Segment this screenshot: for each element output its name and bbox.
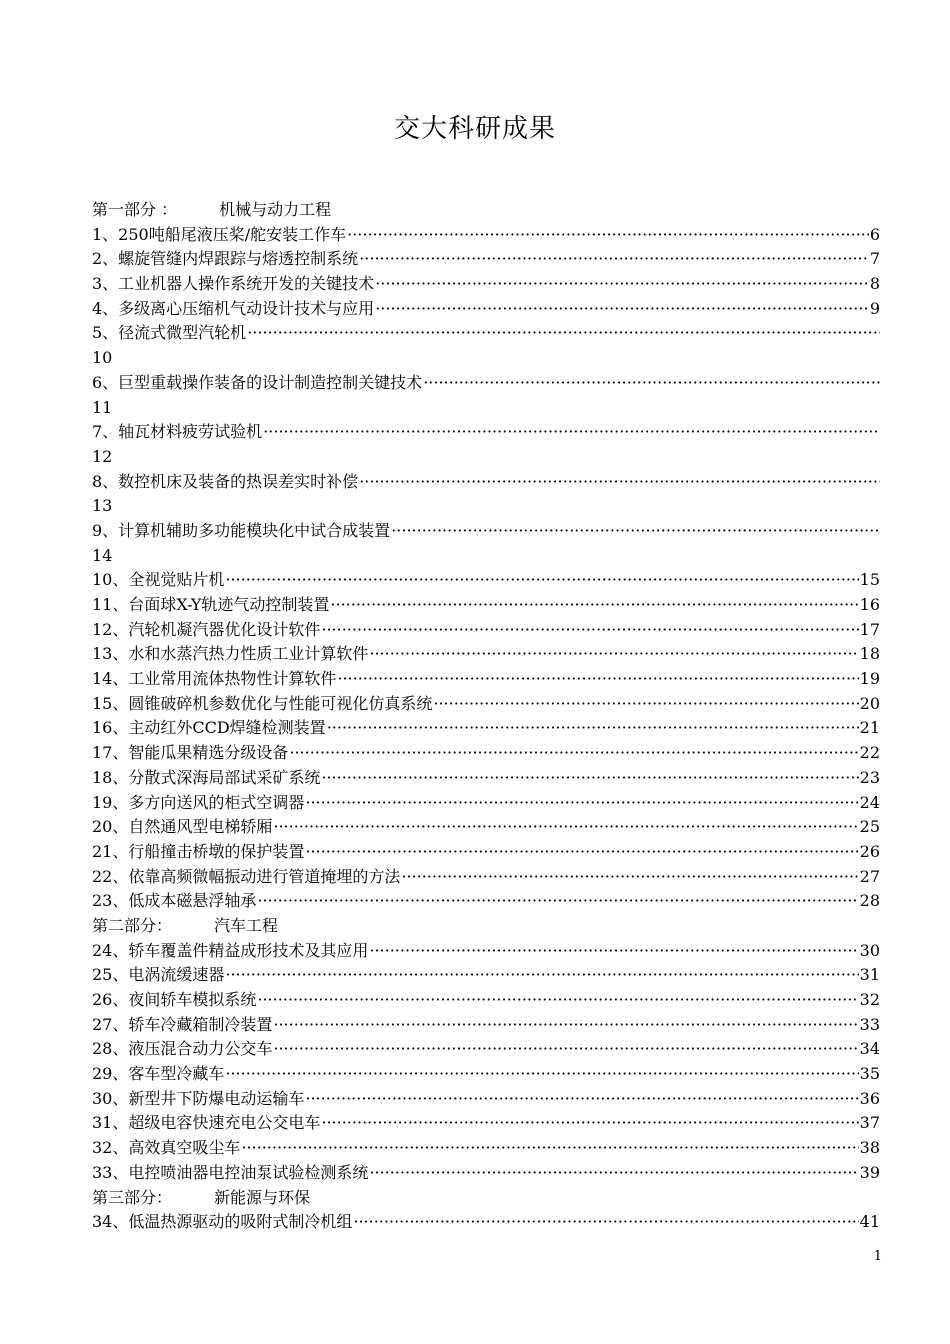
toc-entry-title: 21、行船撞击桥墩的保护装置 [92, 841, 305, 861]
toc-entry-page: 31 [859, 965, 880, 985]
toc-entry-page: 33 [859, 1014, 880, 1034]
toc-entry-page: 6 [869, 224, 880, 244]
toc-entry[interactable] [92, 692, 880, 717]
section-name: 机械与动力工程 [219, 200, 332, 219]
toc-entry-title: 28、液压混合动力公交车 [92, 1039, 273, 1059]
toc-entry[interactable] [92, 1210, 880, 1235]
toc-entry[interactable] [92, 1161, 880, 1186]
toc-section-heading [92, 198, 880, 223]
toc-leader-dots [273, 1037, 858, 1062]
toc-entry-title: 16、主动红外CCD焊缝检测装置 [92, 718, 326, 738]
toc-entry[interactable] [92, 988, 880, 1013]
toc-entry-title: 22、依靠高频微幅振动进行管道掩埋的方法 [92, 866, 401, 886]
toc-entry-title: 20、自然通风型电梯轿厢 [92, 817, 273, 837]
toc-entry-page: 34 [859, 1039, 880, 1059]
toc-leader-dots [369, 642, 858, 667]
toc-entry-title: 33、电控喷油器电控油泵试验检测系统 [92, 1162, 369, 1182]
toc-entry-page: 10 [92, 348, 113, 368]
toc-entry-title: 5、径流式微型汽轮机 [92, 323, 247, 343]
toc-entry-title: 11、台面球X-Y轨迹气动控制装置 [92, 595, 330, 614]
toc-leader-dots [305, 840, 858, 865]
toc-entry[interactable] [92, 272, 880, 297]
toc-entry-title: 30、新型井下防爆电动运输车 [92, 1088, 305, 1108]
toc-leader-dots [369, 1161, 858, 1186]
toc-leader-dots [247, 321, 880, 346]
toc-entry-page: 26 [859, 841, 880, 861]
toc-entry[interactable] [92, 939, 880, 964]
toc-entry[interactable] [92, 865, 880, 890]
section-label: 第二部分： [92, 915, 173, 935]
section-label: 第三部分： [92, 1187, 173, 1207]
toc-entry-title: 25、电涡流缓速器 [92, 965, 225, 985]
page-number: 1 [873, 1249, 882, 1264]
toc-entry[interactable] [92, 815, 880, 840]
toc-entry-page: 23 [859, 767, 880, 787]
toc-entry-title: 31、超级电容快速充电公交电车 [92, 1113, 321, 1133]
toc-entry-page: 27 [859, 866, 880, 886]
toc-leader-dots [337, 667, 858, 692]
toc-entry-title: 27、轿车冷藏箱制冷装置 [92, 1014, 273, 1034]
toc-entry-page: 32 [859, 990, 880, 1009]
toc-entry-title: 18、分散式深海局部试采矿系统 [92, 767, 321, 787]
toc-entry-page: 20 [859, 693, 880, 713]
toc-leader-dots [289, 741, 858, 766]
toc-entry-title: 14、工业常用流体热物性计算软件 [92, 669, 337, 689]
toc-leader-dots [359, 470, 880, 495]
toc-entry[interactable] [92, 766, 880, 791]
toc-entry[interactable] [92, 568, 880, 593]
toc-entry-title: 7、轴瓦材料疲劳试验机 [92, 422, 263, 442]
toc-entry-page: 36 [859, 1088, 880, 1108]
toc-entry-page: 24 [859, 792, 880, 812]
toc-entry-page: 41 [859, 1212, 880, 1232]
toc-entry-page: 9 [869, 298, 880, 318]
toc-entry[interactable] [92, 1013, 880, 1038]
toc-entry-title: 15、圆锥破碎机参数优化与性能可视化仿真系统 [92, 693, 433, 713]
toc-entry[interactable] [92, 741, 880, 766]
toc-entry[interactable] [92, 791, 880, 816]
toc-leader-dots [263, 420, 880, 445]
toc-entry-page: 22 [859, 743, 880, 763]
toc-leader-dots [225, 568, 858, 593]
toc-entry-title: 24、轿车覆盖件精益成形技术及其应用 [92, 940, 369, 960]
toc-entry[interactable] [92, 1062, 880, 1087]
section-name: 新能源与环保 [214, 1187, 311, 1207]
toc-entry[interactable] [92, 1087, 880, 1112]
toc-entry-title: 17、智能瓜果精选分级设备 [92, 743, 289, 763]
toc-entry[interactable] [92, 297, 880, 322]
toc-entry-page: 28 [859, 891, 880, 911]
toc-entry-page: 8 [869, 274, 880, 294]
toc-entry-page: 18 [859, 644, 880, 664]
toc-leader-dots [353, 1210, 858, 1235]
toc-entry-page: 19 [859, 669, 880, 689]
table-of-contents [92, 198, 880, 1235]
toc-leader-dots [305, 1087, 858, 1112]
toc-entry-page: 14 [92, 545, 113, 565]
toc-leader-dots [369, 939, 858, 964]
toc-leader-dots [273, 1013, 858, 1038]
toc-entry-page: 16 [859, 595, 880, 614]
toc-leader-dots [359, 247, 869, 272]
toc-entry-title: 12、汽轮机凝汽器优化设计软件 [92, 619, 321, 639]
toc-entry-title: 32、高效真空吸尘车 [92, 1138, 241, 1158]
toc-leader-dots [327, 716, 859, 741]
toc-entry-title: 9、计算机辅助多功能模块化中试合成装置 [92, 520, 391, 540]
toc-entry[interactable] [92, 840, 880, 865]
toc-entry-title: 10、全视觉贴片机 [92, 570, 225, 590]
toc-entry-title: 8、数控机床及装备的热误差实时补偿 [92, 471, 359, 491]
toc-entry[interactable] [92, 1111, 880, 1136]
toc-entry-title: 3、工业机器人操作系统开发的关键技术 [92, 274, 375, 294]
toc-leader-dots [347, 223, 869, 248]
toc-entry[interactable] [92, 667, 880, 692]
toc-entry-page: 15 [859, 570, 880, 590]
toc-leader-dots [225, 1062, 858, 1087]
toc-leader-dots [375, 272, 869, 297]
toc-entry-page: 11 [92, 397, 113, 417]
toc-leader-dots [391, 519, 880, 544]
toc-entry[interactable] [92, 618, 880, 643]
toc-entry[interactable] [92, 247, 880, 272]
toc-entry-title: 2、螺旋管缝内焊跟踪与熔透控制系统 [92, 249, 359, 269]
toc-entry-title: 19、多方向送风的柜式空调器 [92, 792, 305, 812]
toc-entry[interactable] [92, 371, 880, 396]
toc-entry[interactable] [92, 1136, 880, 1161]
toc-leader-dots [321, 1111, 858, 1136]
toc-entry[interactable] [92, 716, 880, 741]
toc-section-heading [92, 914, 880, 939]
toc-leader-dots [257, 889, 858, 914]
toc-leader-dots [241, 1136, 858, 1161]
toc-entry[interactable] [92, 889, 880, 914]
page-title: 交大科研成果 [393, 114, 556, 144]
toc-entry-page: 37 [859, 1113, 880, 1133]
toc-entry-title: 6、巨型重载操作装备的设计制造控制关键技术 [92, 372, 423, 392]
toc-leader-dots [321, 766, 858, 791]
toc-entry-page: 21 [859, 718, 880, 738]
toc-entry-page: 7 [869, 249, 880, 269]
section-name: 汽车工程 [214, 915, 279, 935]
toc-entry[interactable] [92, 963, 880, 988]
toc-entry-page: 39 [859, 1162, 880, 1182]
toc-leader-dots [273, 815, 858, 840]
section-label: 第一部分 ： [92, 200, 178, 219]
toc-entry-title: 1、250吨船尾液压桨/舵安装工作车 [92, 224, 347, 244]
toc-entry-title: 34、低温热源驱动的吸附式制冷机组 [92, 1212, 353, 1232]
toc-entry-title: 29、客车型冷藏车 [92, 1064, 225, 1084]
toc-entry[interactable] [92, 519, 880, 544]
toc-leader-dots [423, 371, 880, 396]
toc-entry-page: 30 [859, 940, 880, 960]
toc-leader-dots [375, 297, 869, 322]
toc-entry[interactable] [92, 223, 880, 248]
toc-entry-title: 4、多级离心压缩机气动设计技术与应用 [92, 298, 375, 318]
toc-leader-dots [433, 692, 858, 717]
toc-entry-page: 38 [859, 1138, 880, 1158]
toc-entry-title: 26、夜间轿车模拟系统 [92, 990, 257, 1009]
toc-leader-dots [225, 963, 858, 988]
toc-entry[interactable] [92, 420, 880, 445]
toc-entry-page: 25 [859, 817, 880, 837]
toc-leader-dots [401, 865, 858, 890]
toc-entry[interactable] [92, 321, 880, 346]
toc-entry[interactable] [92, 470, 880, 495]
toc-entry-page: 35 [859, 1064, 880, 1084]
toc-leader-dots [257, 988, 858, 1013]
toc-section-heading [92, 1186, 880, 1211]
toc-entry-title: 23、低成本磁悬浮轴承 [92, 891, 257, 911]
toc-entry-page: 13 [92, 496, 113, 516]
toc-entry-title: 13、水和水蒸汽热力性质工业计算软件 [92, 644, 369, 664]
toc-entry[interactable] [92, 642, 880, 667]
toc-leader-dots [321, 618, 858, 643]
toc-entry-page: 12 [92, 446, 113, 466]
toc-leader-dots [305, 791, 858, 816]
toc-entry[interactable] [92, 593, 880, 618]
toc-leader-dots [330, 593, 858, 618]
toc-entry-page: 17 [859, 619, 880, 639]
toc-entry[interactable] [92, 1037, 880, 1062]
